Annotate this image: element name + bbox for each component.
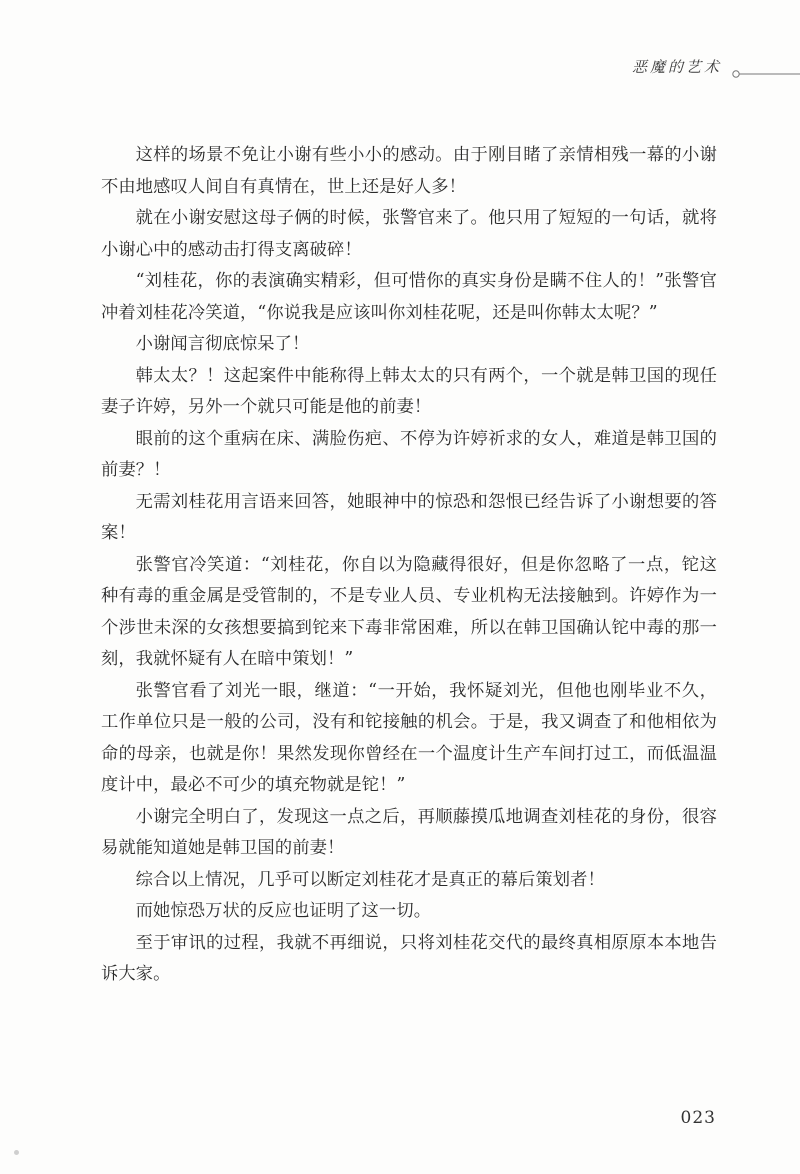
paragraph: 至于审讯的过程，我就不再细说，只将刘桂花交代的最终真相原原本本地告诉大家。 — [101, 932, 717, 984]
paragraph: 眼前的这个重病在床、满脸伤疤、不停为许婷祈求的女人，难道是韩卫国的前妻？！ — [101, 428, 717, 480]
header-ornament — [730, 69, 800, 79]
paragraph: 就在小谢安慰这母子俩的时候，张警官来了。他只用了短短的一句话，就将小谢心中的感动击打得支离破碎！ — [101, 208, 717, 260]
paragraph: “刘桂花，你的表演确实精彩，但可惜你的真实身份是瞒不住人的！”张警官冲着刘桂花冷笑道，“你说我是应该叫你刘桂花呢，还是叫你韩太太呢？” — [101, 271, 717, 323]
paragraph: 这样的场景不免让小谢有些小小的感动。由于刚目睹了亲情相残一幕的小谢不由地感叹人间自有真情在，世上还是好人多！ — [101, 145, 717, 197]
paragraph: 韩太太？！这起案件中能称得上韩太太的只有两个，一个就是韩卫国的现任妻子许婷，另外一个就只可能是他的前妻！ — [101, 365, 717, 417]
paragraph: 无需刘桂花用言语来回答，她眼神中的惊恐和怨恨已经告诉了小谢想要的答案！ — [101, 491, 717, 543]
scan-dot — [14, 1150, 19, 1155]
body-text — [101, 140, 717, 991]
page-number: 023 — [680, 1108, 716, 1128]
paragraph: 而她惊恐万状的反应也证明了这一切。 — [135, 901, 432, 921]
running-header-title: 恶魔的艺术 — [631, 58, 722, 76]
paragraph: 张警官冷笑道：“刘桂花，你自以为隐藏得很好，但是你忽略了一点，铊这种有毒的重金属是受管制的，不是专业人员、专业机构无法接触到。许婷作为一个涉世未深的女孩想要搞到铊来下毒非常困难，所以在韩卫国确认铊中毒的那一刻，我就怀疑有人在暗中策划！” — [101, 554, 717, 669]
paragraph: 小谢完全明白了，发现这一点之后，再顺藤摸瓜地调查刘桂花的身份，很容易就能知道她是韩卫国的前妻！ — [101, 806, 717, 858]
paragraph: 张警官看了刘光一眼，继道：“一开始，我怀疑刘光，但他也刚毕业不久，工作单位只是一般的公司，没有和铊接触的机会。于是，我又调查了和他相依为命的母亲，也就是你！果然发现你曾经在一个温度计生产车间打过工，而低温温度计中，最必不可少的填充物就是铊！” — [101, 680, 717, 795]
paragraph: 小谢闻言彻底惊呆了！ — [135, 334, 310, 354]
paragraph: 综合以上情况，几乎可以断定刘桂花才是真正的幕后策划者！ — [135, 869, 605, 890]
